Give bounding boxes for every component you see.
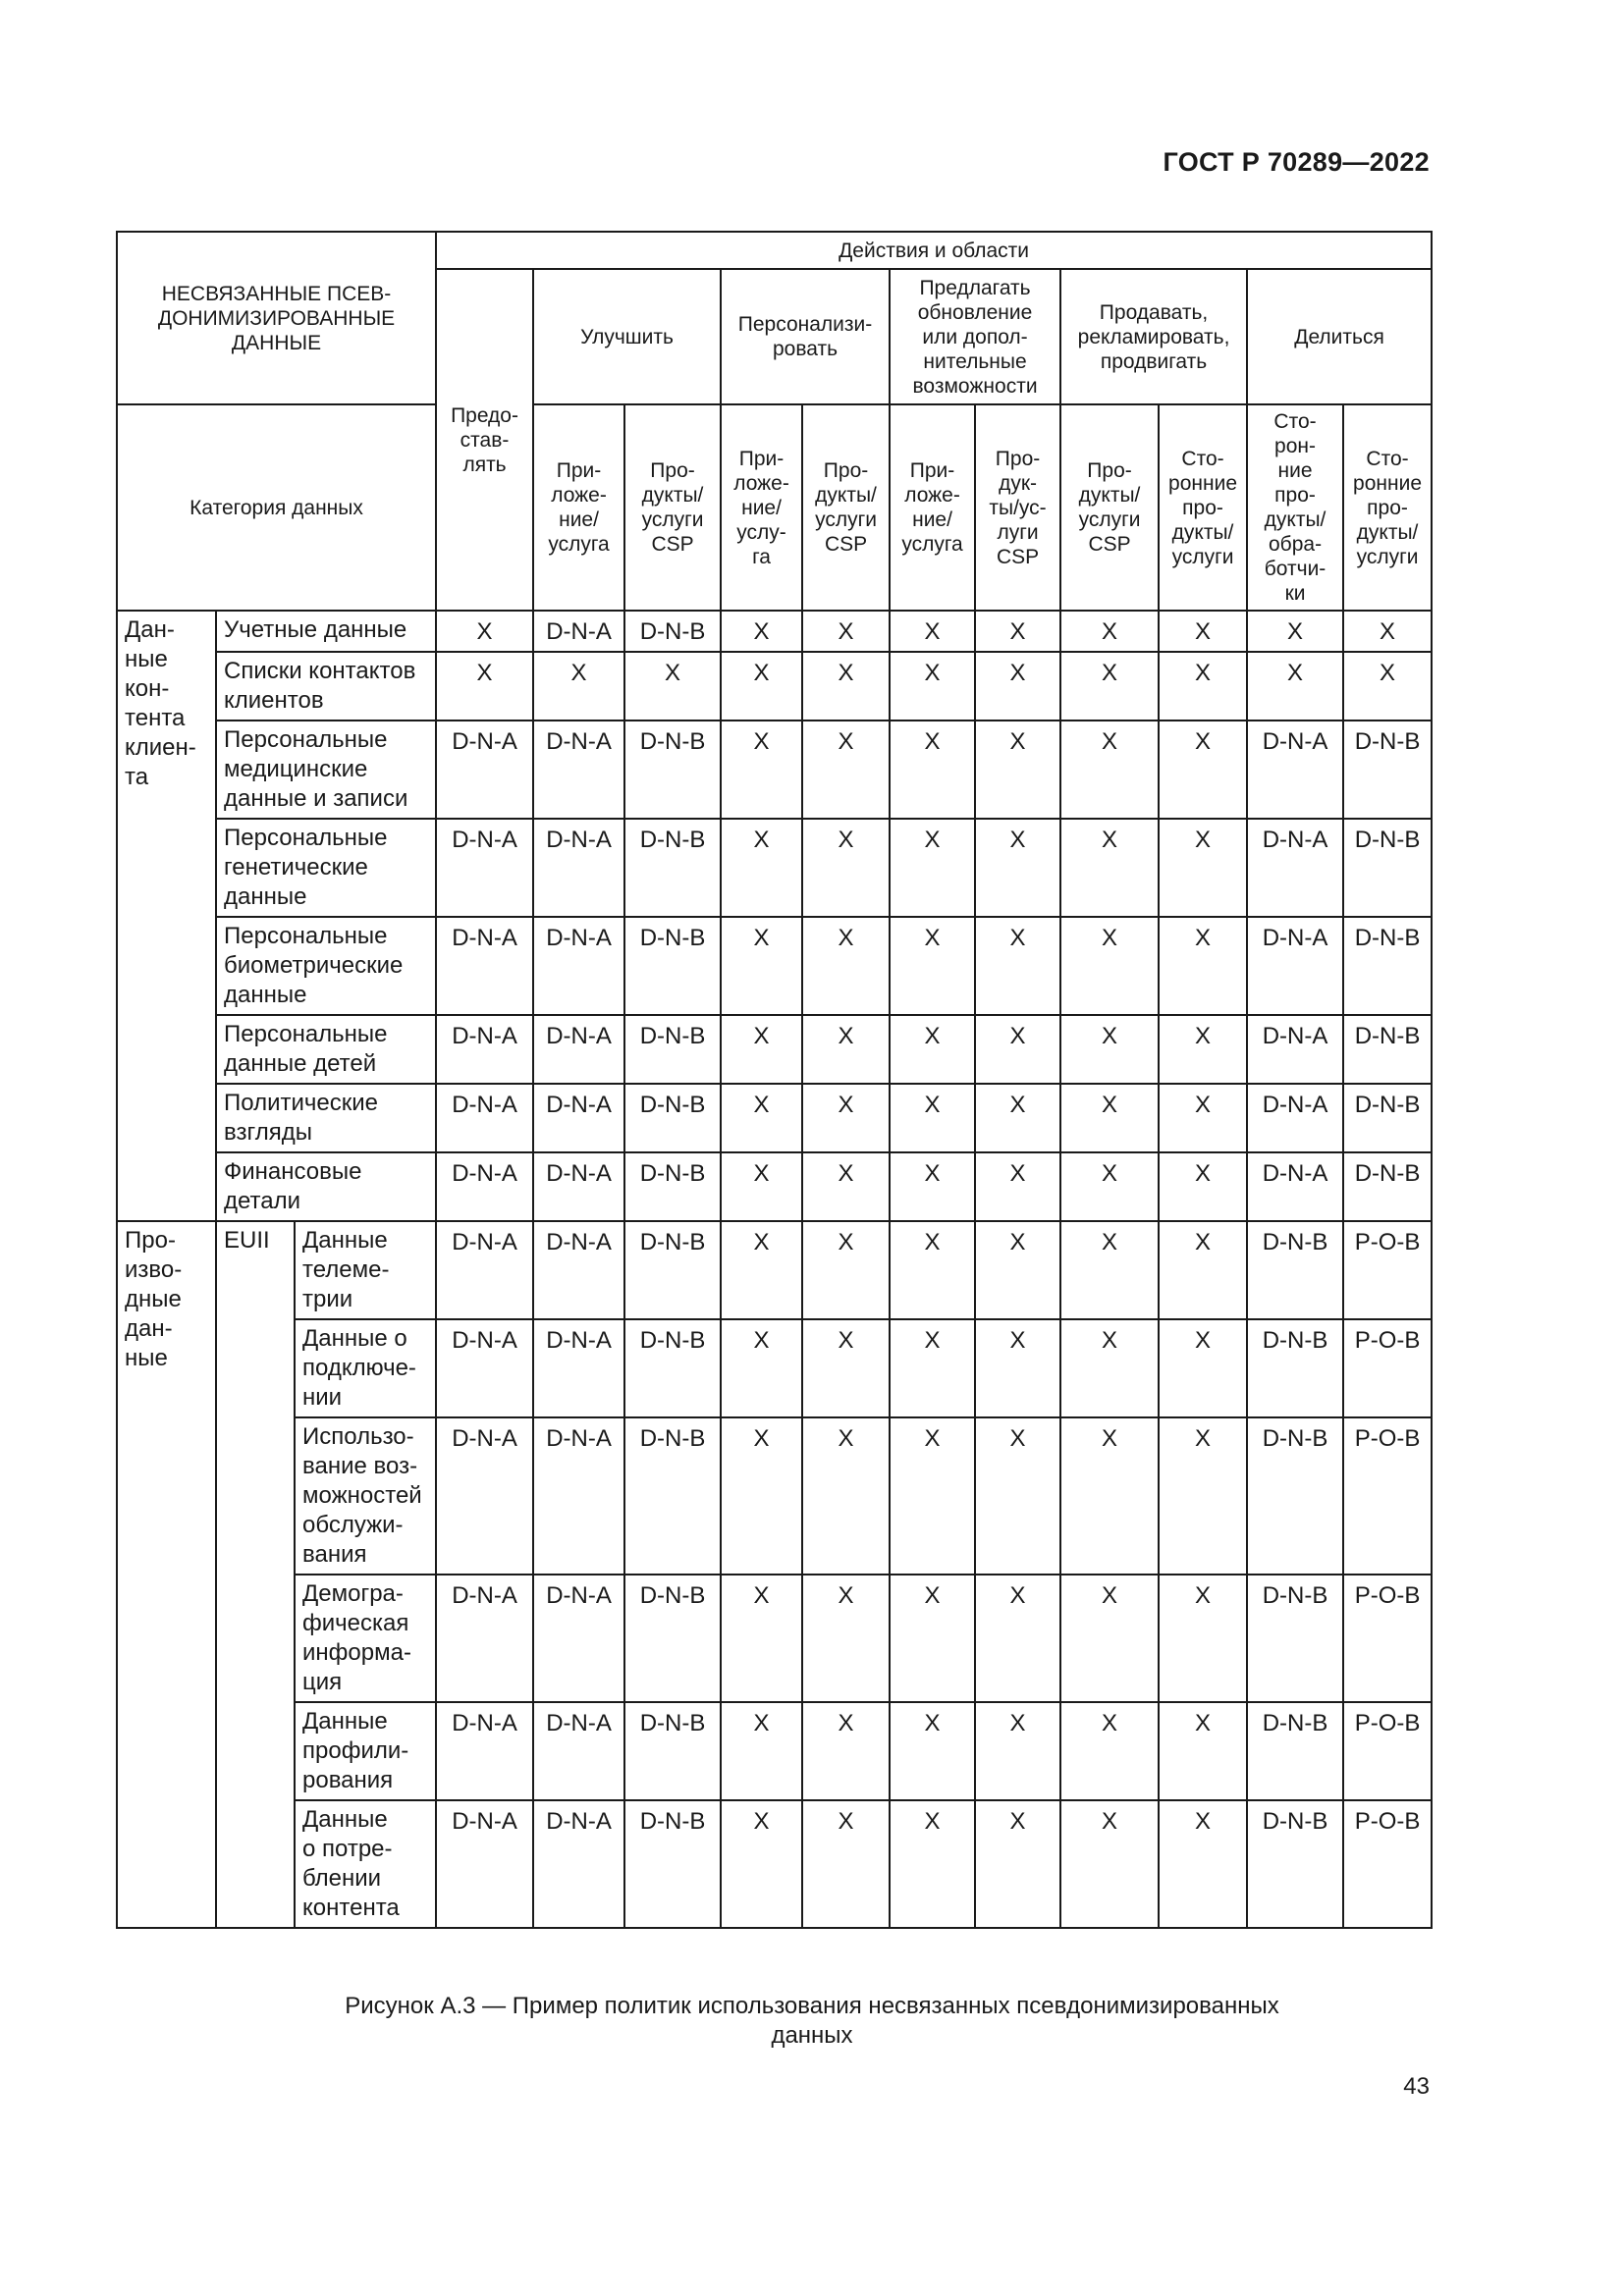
header-sell: Продавать, рекламировать, продвигать [1060, 269, 1247, 404]
policy-cell: D-N-B [624, 1319, 721, 1417]
policy-cell: X [802, 1319, 890, 1417]
table-row [117, 1152, 1432, 1221]
policy-cell: X [975, 1221, 1060, 1319]
policy-cell: X [1159, 819, 1247, 917]
policy-cell: X [975, 1800, 1060, 1928]
policy-cell: X [1060, 1015, 1159, 1084]
policy-cell: D-N-A [436, 1221, 533, 1319]
policy-cell: X [975, 1152, 1060, 1221]
policy-cell: X [1060, 1575, 1159, 1702]
policy-cell: X [721, 1221, 802, 1319]
policy-cell: X [975, 652, 1060, 721]
policy-cell: X [721, 1800, 802, 1928]
policy-table [116, 231, 1433, 1929]
policy-cell: D-N-A [1247, 721, 1343, 819]
header-products-csp: Про- дукты/ услуги CSP [1060, 404, 1159, 611]
policy-cell: X [1060, 1702, 1159, 1800]
policy-cell: D-N-B [624, 1575, 721, 1702]
policy-cell: X [1060, 611, 1159, 652]
policy-cell: X [1159, 1084, 1247, 1152]
table-row [117, 1575, 1432, 1702]
table-row [117, 1015, 1432, 1084]
policy-cell: X [1060, 721, 1159, 819]
policy-cell: D-N-B [624, 1015, 721, 1084]
header-products-csp: Про- дукты/ услуги CSP [802, 404, 890, 611]
policy-cell: D-N-A [533, 1800, 624, 1928]
policy-cell: X [975, 721, 1060, 819]
policy-cell: X [890, 611, 975, 652]
header-products-csp: Про- дукты/ услуги CSP [624, 404, 721, 611]
policy-cell: X [802, 1800, 890, 1928]
policy-cell: D-N-A [533, 1417, 624, 1575]
policy-cell: X [890, 1417, 975, 1575]
header-app-service: При- ложе- ние/ услу- га [721, 404, 802, 611]
policy-cell: D-N-A [1247, 1015, 1343, 1084]
row-label: Учетные данные [216, 611, 436, 652]
policy-cell: X [721, 819, 802, 917]
policy-cell: X [1159, 1800, 1247, 1928]
policy-cell: X [802, 1702, 890, 1800]
row-label: Данные о подключе- нии [295, 1319, 436, 1417]
policy-cell: X [721, 1015, 802, 1084]
policy-cell: X [721, 917, 802, 1015]
header-share: Делиться [1247, 269, 1432, 404]
policy-cell: X [802, 1084, 890, 1152]
policy-cell: X [890, 819, 975, 917]
policy-cell: X [802, 1575, 890, 1702]
policy-cell: D-N-A [436, 1152, 533, 1221]
table-row [117, 1319, 1432, 1417]
policy-cell: P-O-B [1343, 1800, 1432, 1928]
policy-cell: X [802, 819, 890, 917]
header-improve: Улучшить [533, 269, 721, 404]
policy-cell: X [1159, 917, 1247, 1015]
table-row [117, 652, 1432, 721]
row-label: Использо- вание воз- можностей обслужи- вания [295, 1417, 436, 1575]
policy-cell: D-N-B [624, 1417, 721, 1575]
policy-cell: X [1343, 652, 1432, 721]
row-label: Политические взгляды [216, 1084, 436, 1152]
policy-cell: X [1159, 1575, 1247, 1702]
policy-cell: D-N-A [1247, 1084, 1343, 1152]
policy-cell: X [802, 917, 890, 1015]
page-number: 43 [1403, 2073, 1430, 2100]
policy-cell: D-N-A [436, 1417, 533, 1575]
policy-cell: X [975, 1702, 1060, 1800]
policy-cell: D-N-A [533, 721, 624, 819]
policy-cell: X [890, 721, 975, 819]
policy-cell: X [1159, 1319, 1247, 1417]
table-row [117, 819, 1432, 917]
header-third-party: Сто- ронние про- дукты/ услуги [1159, 404, 1247, 611]
policy-cell: X [975, 819, 1060, 917]
policy-cell: X [1060, 917, 1159, 1015]
policy-cell: X [802, 1152, 890, 1221]
policy-cell: X [1159, 1417, 1247, 1575]
row-label: Данные телеме- трии [295, 1221, 436, 1319]
policy-cell: X [802, 1015, 890, 1084]
policy-cell: X [1060, 1800, 1159, 1928]
document-code: ГОСТ Р 70289—2022 [1163, 147, 1430, 177]
policy-cell: D-N-A [436, 1702, 533, 1800]
policy-cell: X [890, 1015, 975, 1084]
policy-cell: D-N-A [533, 1319, 624, 1417]
policy-cell: X [721, 1575, 802, 1702]
policy-cell: X [721, 611, 802, 652]
policy-cell: X [975, 1319, 1060, 1417]
policy-cell: X [1159, 721, 1247, 819]
row-label: Данные о потре- блении контента [295, 1800, 436, 1928]
policy-cell: X [1159, 1221, 1247, 1319]
policy-cell: X [721, 1702, 802, 1800]
row-label: Персональные данные детей [216, 1015, 436, 1084]
policy-cell: X [802, 1221, 890, 1319]
policy-cell: D-N-A [533, 1575, 624, 1702]
policy-cell: P-O-B [1343, 1319, 1432, 1417]
policy-cell: X [624, 652, 721, 721]
policy-cell: X [1060, 1152, 1159, 1221]
policy-cell: D-N-B [624, 611, 721, 652]
header-actions: Действия и области [436, 232, 1432, 269]
header-offer: Предлагать обновление или допол- нительные возможности [890, 269, 1060, 404]
row-label: Демогра- фическая информа- ция [295, 1575, 436, 1702]
policy-cell: X [890, 1221, 975, 1319]
policy-cell: D-N-A [1247, 917, 1343, 1015]
policy-cell: D-N-A [533, 1221, 624, 1319]
header-app-service: При- ложе- ние/ услуга [533, 404, 624, 611]
policy-cell: X [1060, 1221, 1159, 1319]
table-row [117, 1221, 1432, 1319]
policy-cell: D-N-B [624, 819, 721, 917]
header-third-party: Сто- ронние про- дукты/ услуги [1343, 404, 1432, 611]
policy-cell: D-N-B [624, 1702, 721, 1800]
policy-cell: X [802, 1417, 890, 1575]
policy-cell: D-N-B [1247, 1702, 1343, 1800]
policy-cell: D-N-A [533, 1015, 624, 1084]
policy-cell: D-N-A [436, 819, 533, 917]
policy-cell: X [890, 1800, 975, 1928]
policy-cell: D-N-A [436, 1084, 533, 1152]
row-label: Списки контактов клиентов [216, 652, 436, 721]
policy-cell: D-N-A [436, 1800, 533, 1928]
policy-cell: D-N-A [1247, 1152, 1343, 1221]
policy-cell: D-N-A [1247, 819, 1343, 917]
policy-cell: D-N-A [533, 1152, 624, 1221]
policy-cell: X [975, 917, 1060, 1015]
policy-cell: X [975, 1575, 1060, 1702]
policy-cell: X [721, 1417, 802, 1575]
policy-cell: D-N-B [1343, 1152, 1432, 1221]
policy-cell: X [890, 1152, 975, 1221]
table-row [117, 1417, 1432, 1575]
policy-cell: X [436, 611, 533, 652]
table-row [117, 1084, 1432, 1152]
row-label: Финансовые детали [216, 1152, 436, 1221]
policy-cell: X [890, 917, 975, 1015]
group-euii: EUII [216, 1221, 295, 1928]
policy-cell: D-N-B [624, 1084, 721, 1152]
policy-cell: X [1159, 611, 1247, 652]
table-row [117, 611, 1432, 652]
table-row [117, 1800, 1432, 1928]
policy-cell: D-N-B [624, 1221, 721, 1319]
policy-cell: X [975, 1417, 1060, 1575]
row-label: Персональные биометрические данные [216, 917, 436, 1015]
policy-cell: X [1060, 1417, 1159, 1575]
policy-cell: X [802, 652, 890, 721]
policy-cell: X [975, 1084, 1060, 1152]
policy-cell: P-O-B [1343, 1221, 1432, 1319]
policy-cell: X [1159, 1702, 1247, 1800]
policy-cell: X [1343, 611, 1432, 652]
policy-cell: P-O-B [1343, 1702, 1432, 1800]
policy-cell: X [1060, 819, 1159, 917]
policy-cell: D-N-A [436, 721, 533, 819]
policy-cell: X [1159, 1152, 1247, 1221]
policy-cell: D-N-B [1247, 1221, 1343, 1319]
policy-cell: X [721, 1319, 802, 1417]
policy-cell: D-N-B [624, 721, 721, 819]
policy-cell: X [1247, 611, 1343, 652]
policy-cell: D-N-A [436, 1015, 533, 1084]
figure-caption: Рисунок А.3 — Пример политик использования несвязанных псевдонимизированных данных [345, 1993, 1279, 2049]
policy-cell: D-N-B [1343, 1084, 1432, 1152]
policy-cell: X [1060, 1319, 1159, 1417]
table-row [117, 917, 1432, 1015]
policy-cell: X [890, 1575, 975, 1702]
policy-cell: D-N-A [436, 917, 533, 1015]
policy-cell: P-O-B [1343, 1417, 1432, 1575]
policy-cell: X [1159, 1015, 1247, 1084]
header-provide: Предо- став- лять [436, 269, 533, 611]
group-client-content: Дан- ные кон- тента клиен- та [117, 611, 216, 1221]
row-label: Данные профили- рования [295, 1702, 436, 1800]
policy-cell: D-N-A [436, 1575, 533, 1702]
policy-cell: X [1060, 1084, 1159, 1152]
policy-cell: X [1060, 652, 1159, 721]
row-label: Персональные генетические данные [216, 819, 436, 917]
policy-cell: D-N-B [1247, 1319, 1343, 1417]
header-products-csp: Про- дук- ты/ус- луги CSP [975, 404, 1060, 611]
policy-cell: X [1159, 652, 1247, 721]
header-category: Категория данных [117, 404, 436, 611]
policy-cell: D-N-A [436, 1319, 533, 1417]
policy-cell: X [721, 721, 802, 819]
policy-cell: D-N-A [533, 1702, 624, 1800]
policy-cell: D-N-A [533, 917, 624, 1015]
policy-cell: D-N-B [1343, 917, 1432, 1015]
policy-cell: X [802, 611, 890, 652]
policy-cell: X [436, 652, 533, 721]
table-row [117, 721, 1432, 819]
policy-cell: D-N-B [624, 1800, 721, 1928]
policy-cell: P-O-B [1343, 1575, 1432, 1702]
policy-cell: X [890, 1702, 975, 1800]
policy-cell: X [890, 652, 975, 721]
policy-cell: X [802, 721, 890, 819]
policy-cell: D-N-B [624, 917, 721, 1015]
header-personalize: Персонализи- ровать [721, 269, 890, 404]
header-app-service: При- ложе- ние/ услуга [890, 404, 975, 611]
policy-cell: X [533, 652, 624, 721]
group-derived-data: Про- изво- дные дан- ные [117, 1221, 216, 1928]
table-body [117, 611, 1432, 1928]
policy-cell: D-N-B [1247, 1575, 1343, 1702]
policy-cell: D-N-B [1247, 1800, 1343, 1928]
policy-cell: D-N-B [1343, 1015, 1432, 1084]
policy-cell: X [890, 1319, 975, 1417]
policy-cell: X [721, 1152, 802, 1221]
header-unlinked-data: НЕСВЯЗАННЫЕ ПСЕВ- ДОНИМИЗИРОВАННЫЕ ДАННЫЕ [117, 232, 436, 404]
policy-cell: D-N-A [533, 819, 624, 917]
policy-cell: X [1247, 652, 1343, 721]
policy-cell: X [890, 1084, 975, 1152]
policy-cell: X [721, 652, 802, 721]
policy-cell: X [975, 1015, 1060, 1084]
policy-cell: X [721, 1084, 802, 1152]
policy-cell: D-N-B [1247, 1417, 1343, 1575]
row-label: Персональные медицинские данные и записи [216, 721, 436, 819]
policy-cell: D-N-B [624, 1152, 721, 1221]
policy-cell: D-N-B [1343, 721, 1432, 819]
policy-cell: D-N-A [533, 611, 624, 652]
policy-cell: X [975, 611, 1060, 652]
table-row [117, 1702, 1432, 1800]
header-third-party-processors: Сто- рон- ние про- дукты/ обра- ботчи- ки [1247, 404, 1343, 611]
policy-cell: D-N-A [533, 1084, 624, 1152]
policy-cell: D-N-B [1343, 819, 1432, 917]
